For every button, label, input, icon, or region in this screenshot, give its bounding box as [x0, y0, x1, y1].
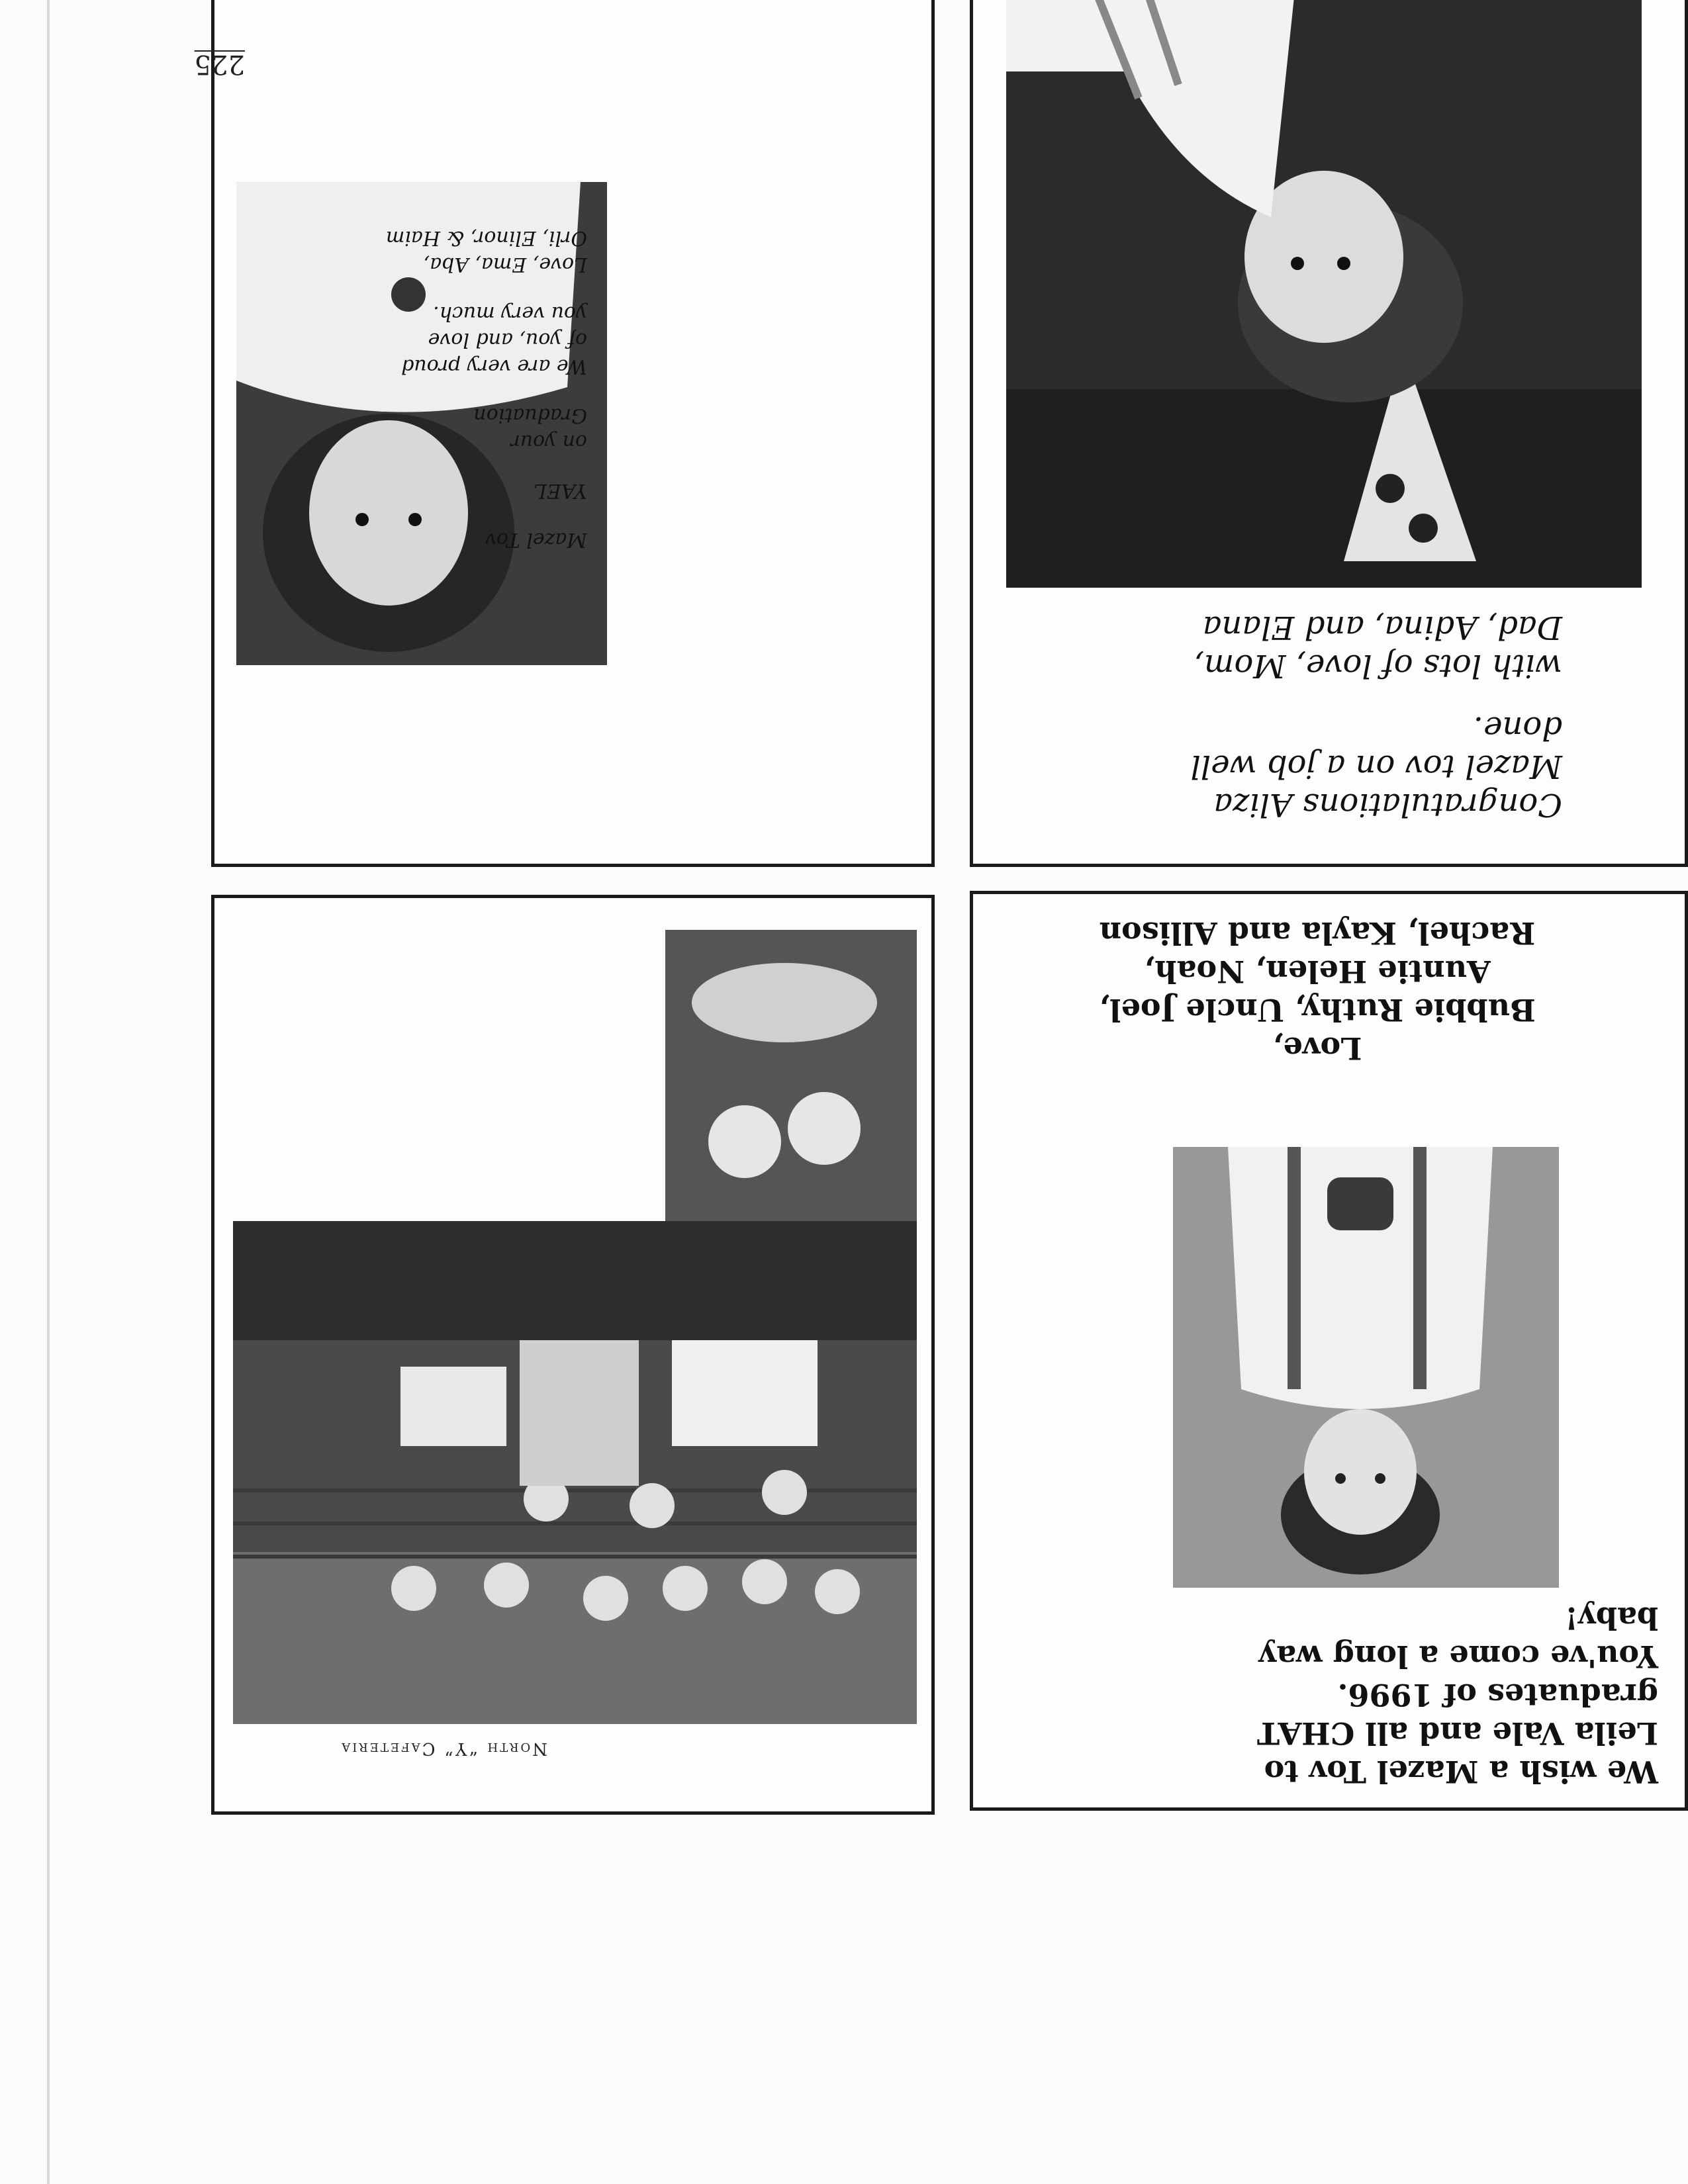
- ad-aliza: [970, 0, 1688, 867]
- aliza-signature: [1033, 608, 1562, 685]
- leila-signature-line: Auntie Helen, Noah,: [1144, 954, 1491, 989]
- yael-line: on your: [510, 430, 587, 453]
- leila-message-line: We wish a Mazel Tov to: [1264, 1754, 1658, 1790]
- photo-child-party-hat: [1006, 0, 1642, 588]
- ad-leila-vale: [970, 891, 1688, 1811]
- leila-message-line: baby!: [1564, 1600, 1658, 1636]
- yael-line: Mazel Tov: [485, 528, 587, 551]
- aliza-message: [1033, 709, 1562, 824]
- aliza-message-line: done.: [1473, 709, 1562, 747]
- leila-signature-line: Rachel, Kayla and Allison: [1099, 915, 1536, 951]
- leila-message: [996, 1599, 1658, 1791]
- leila-signature: [1019, 914, 1615, 1068]
- aliza-signature-line: Dad, Adina, and Elana: [1202, 609, 1562, 646]
- leila-message-line: Leila Vale and all CHAT: [1256, 1715, 1658, 1751]
- yael-line: We are very proud: [401, 355, 587, 378]
- leila-message-line: You've come a long way: [1258, 1639, 1658, 1674]
- aliza-message-line: Mazel tov on a job well: [1190, 748, 1562, 785]
- leila-message-line: graduates of 1996.: [1337, 1677, 1658, 1713]
- yael-line: Love, Ema, Aba,: [423, 253, 587, 276]
- photo-child-portrait: [1173, 1147, 1559, 1588]
- aliza-signature-line: with lots of love, Mom,: [1194, 647, 1562, 684]
- leila-signature-line: Love,: [1272, 1030, 1362, 1066]
- ad-north-y-cafeteria: [211, 895, 935, 1815]
- yael-line: YAEL: [534, 479, 587, 502]
- aliza-text: [1033, 584, 1562, 824]
- cafeteria-title: North “Y” Cafeteria: [340, 1739, 547, 1758]
- page-number: 225: [194, 49, 245, 79]
- scan-edge: [47, 0, 50, 2184]
- yael-line: Orli, Elinor, & Haim: [385, 226, 587, 250]
- yael-line: you very much.: [433, 302, 587, 325]
- leila-signature-line: Bubbie Ruthy, Uncle Joel,: [1099, 992, 1536, 1028]
- yael-line: of you, and love: [428, 328, 587, 351]
- ad-yael: [211, 0, 935, 867]
- yael-text: [336, 224, 587, 553]
- yael-line: Graduation: [473, 404, 587, 427]
- aliza-message-line: Congratulations Aliza: [1213, 786, 1562, 823]
- photo-group-collage: [233, 927, 917, 1724]
